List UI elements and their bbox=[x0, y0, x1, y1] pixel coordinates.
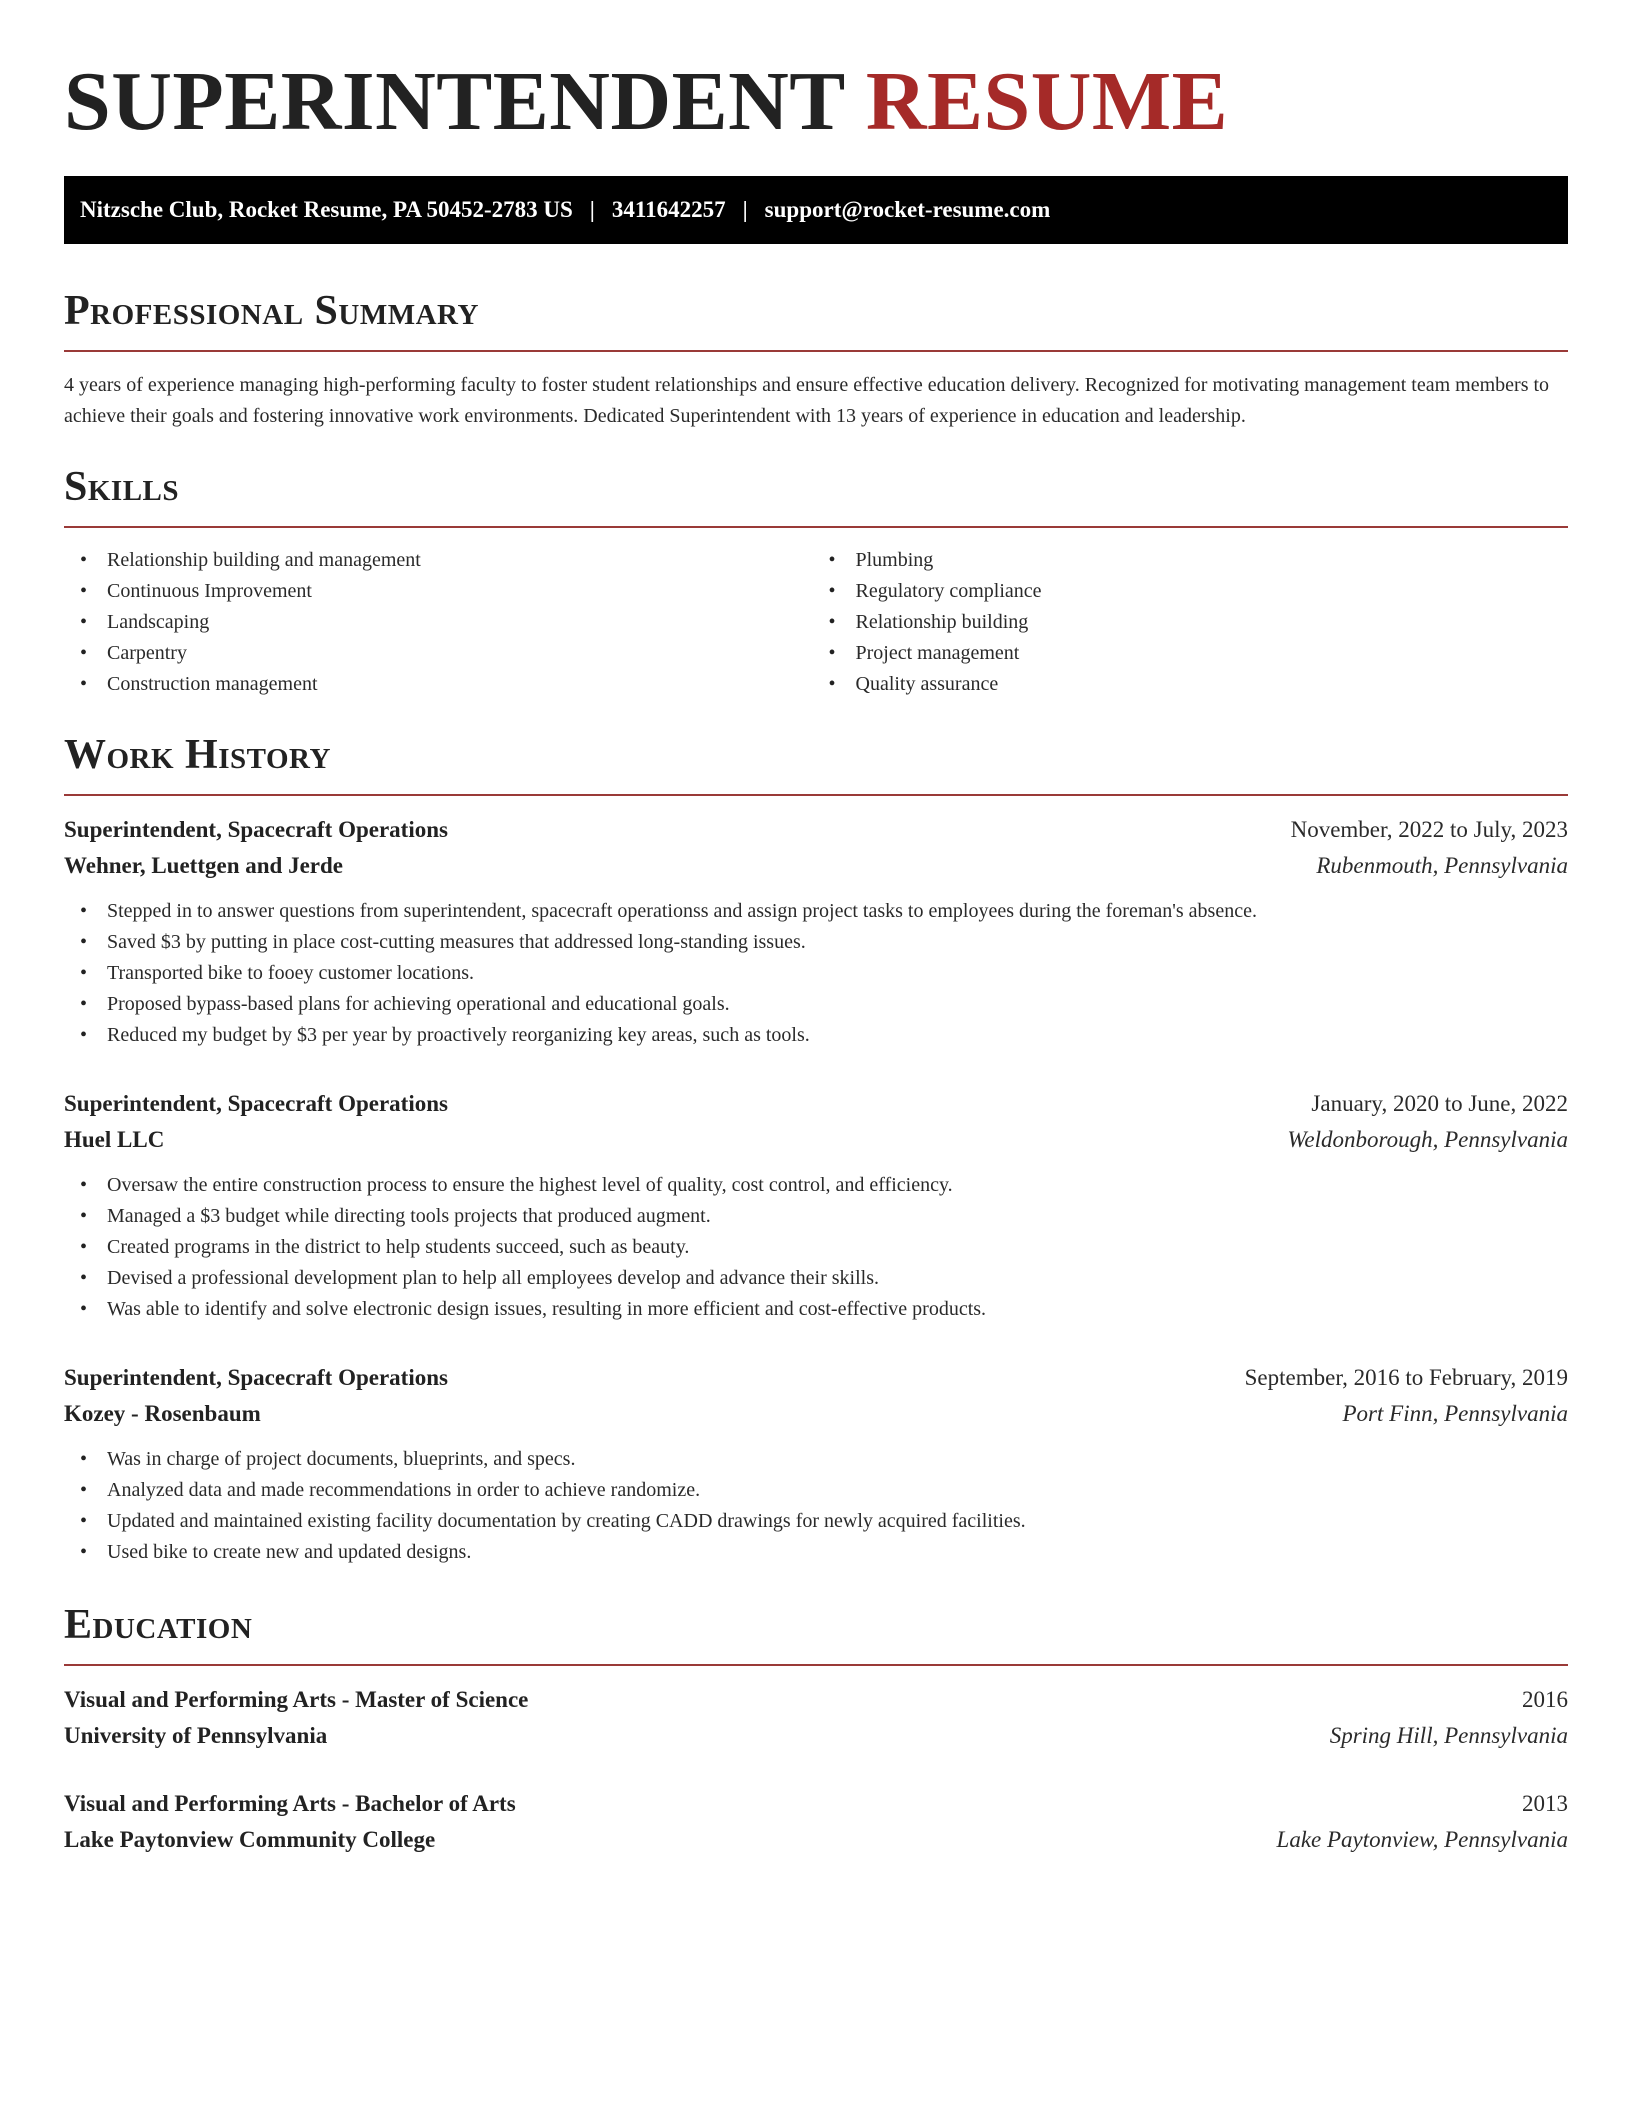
job-location: Port Finn, Pennsylvania bbox=[1342, 1401, 1568, 1426]
skill-item: • Plumbing bbox=[856, 545, 1569, 576]
skills-list bbox=[64, 545, 1568, 700]
duty-item: • Stepped in to answer questions from superintendent, spacecraft operationss and assign project tasks to employees during the foreman's absence. bbox=[107, 896, 1568, 927]
skills-column-right bbox=[820, 545, 1569, 700]
skills-heading: Skills bbox=[64, 464, 180, 510]
graduation-year: 2016 bbox=[1522, 1687, 1568, 1712]
skills-column-left bbox=[64, 545, 820, 700]
duty-item: • Devised a professional development plan to help all employees develop and advance their skills. bbox=[107, 1263, 1568, 1294]
job-dates: November, 2022 to July, 2023 bbox=[1290, 817, 1568, 842]
job-company: Huel LLC bbox=[64, 1127, 165, 1152]
skill-item: • Continuous Improvement bbox=[107, 576, 820, 607]
section-divider bbox=[64, 526, 1568, 528]
duty-item: • Updated and maintained existing facility documentation by creating CADD drawings for newly acquired facilities. bbox=[107, 1506, 1568, 1537]
school-location: Spring Hill, Pennsylvania bbox=[1329, 1723, 1568, 1748]
job-title: Superintendent, Spacecraft Operations bbox=[64, 1365, 448, 1390]
graduation-year: 2013 bbox=[1522, 1791, 1568, 1816]
duty-item: • Proposed bypass-based plans for achieving operational and educational goals. bbox=[107, 989, 1568, 1020]
resume-page bbox=[64, 0, 1568, 1858]
duty-item: • Managed a $3 budget while directing tools projects that produced augment. bbox=[107, 1201, 1568, 1232]
job-entry bbox=[64, 812, 1568, 1051]
duty-item: • Was in charge of project documents, blueprints, and specs. bbox=[107, 1444, 1568, 1475]
job-title: Superintendent, Spacecraft Operations bbox=[64, 817, 448, 842]
summary-text: 4 years of experience managing high-performing faculty to foster student relationships and ensure effective education delivery. Recognized for motivating management team members to achieve their goals and fostering innovative work environments. Dedicated Superintendent with 13 years of experience in education and leadership. bbox=[64, 374, 1550, 427]
job-duties bbox=[64, 896, 1568, 1051]
school-location: Lake Paytonview, Pennsylvania bbox=[1276, 1827, 1568, 1852]
skill-item: • Quality assurance bbox=[856, 669, 1569, 700]
job-title: Superintendent, Spacecraft Operations bbox=[64, 1091, 448, 1116]
contact-address: Nitzsche Club, Rocket Resume, PA 50452-2783 US bbox=[80, 197, 573, 222]
skill-item: • Relationship building bbox=[856, 607, 1569, 638]
job-dates: January, 2020 to June, 2022 bbox=[1311, 1091, 1568, 1116]
duty-item: • Reduced my budget by $3 per year by proactively reorganizing key areas, such as tools. bbox=[107, 1020, 1568, 1051]
skill-item: • Carpentry bbox=[107, 638, 820, 669]
job-entry bbox=[64, 1086, 1568, 1325]
work-history-heading: Work History bbox=[64, 732, 331, 778]
contact-email: support@rocket-resume.com bbox=[764, 197, 1051, 222]
degree: Visual and Performing Arts - Bachelor of Arts bbox=[64, 1791, 516, 1816]
education-entry bbox=[64, 1786, 1568, 1858]
contact-phone: 3411642257 bbox=[611, 197, 726, 222]
job-location: Rubenmouth, Pennsylvania bbox=[1316, 853, 1568, 878]
contact-bar bbox=[64, 176, 1568, 244]
job-duties bbox=[64, 1170, 1568, 1325]
contact-separator: | bbox=[589, 197, 595, 222]
job-company: Kozey - Rosenbaum bbox=[64, 1401, 261, 1426]
job-duties bbox=[64, 1444, 1568, 1568]
section-divider bbox=[64, 794, 1568, 796]
degree: Visual and Performing Arts - Master of Science bbox=[64, 1687, 529, 1712]
summary-heading: Professional Summary bbox=[64, 288, 479, 334]
education-entry bbox=[64, 1682, 1568, 1754]
title-accent: RESUME bbox=[865, 55, 1229, 148]
resume-title bbox=[64, 52, 1568, 152]
skill-item: • Relationship building and management bbox=[107, 545, 820, 576]
duty-item: • Saved $3 by putting in place cost-cutting measures that addressed long-standing issues. bbox=[107, 927, 1568, 958]
skill-item: • Landscaping bbox=[107, 607, 820, 638]
contact-separator: | bbox=[742, 197, 748, 222]
skill-item: • Project management bbox=[856, 638, 1569, 669]
job-dates: September, 2016 to February, 2019 bbox=[1244, 1365, 1568, 1390]
duty-item: • Transported bike to fooey customer locations. bbox=[107, 958, 1568, 989]
duty-item: • Was able to identify and solve electronic design issues, resulting in more efficient and cost-effective products. bbox=[107, 1294, 1568, 1325]
job-entry bbox=[64, 1360, 1568, 1568]
title-main: SUPERINTENDENT bbox=[64, 55, 845, 148]
job-company: Wehner, Luettgen and Jerde bbox=[64, 853, 343, 878]
section-divider bbox=[64, 1664, 1568, 1666]
duty-item: • Used bike to create new and updated designs. bbox=[107, 1537, 1568, 1568]
duty-item: • Oversaw the entire construction process to ensure the highest level of quality, cost control, and efficiency. bbox=[107, 1170, 1568, 1201]
duty-item: • Analyzed data and made recommendations in order to achieve randomize. bbox=[107, 1475, 1568, 1506]
section-divider bbox=[64, 350, 1568, 352]
skill-item: • Regulatory compliance bbox=[856, 576, 1569, 607]
education-heading: Education bbox=[64, 1602, 253, 1648]
job-location: Weldonborough, Pennsylvania bbox=[1287, 1127, 1568, 1152]
duty-item: • Created programs in the district to help students succeed, such as beauty. bbox=[107, 1232, 1568, 1263]
school-name: Lake Paytonview Community College bbox=[64, 1827, 436, 1852]
skill-item: • Construction management bbox=[107, 669, 820, 700]
school-name: University of Pennsylvania bbox=[64, 1723, 328, 1748]
